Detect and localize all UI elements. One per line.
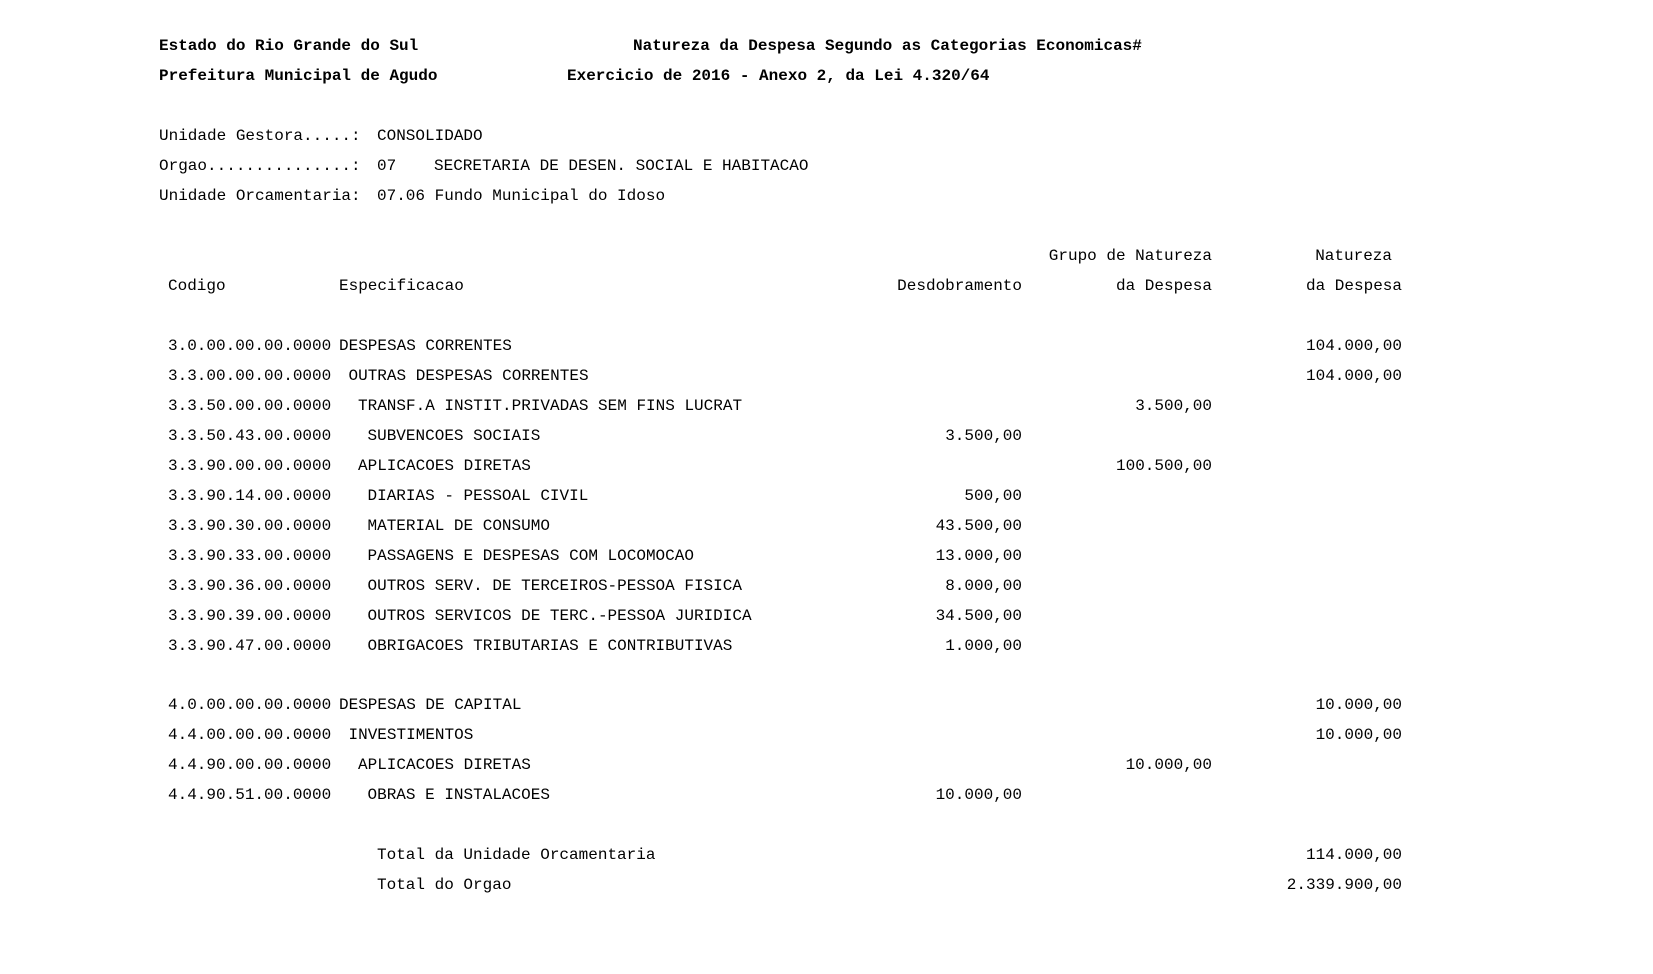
total-label: Total da Unidade Orcamentaria	[377, 846, 656, 864]
row-desdobramento: 8.000,00	[945, 577, 1022, 595]
row-specification: APLICACOES DIRETAS	[358, 457, 531, 475]
row-desdobramento: 3.500,00	[945, 427, 1022, 445]
row-specification: OBRAS E INSTALACOES	[367, 786, 550, 804]
row-natureza: 10.000,00	[1315, 726, 1402, 744]
row-specification: DESPESAS CORRENTES	[339, 337, 512, 355]
row-natureza: 104.000,00	[1305, 337, 1402, 355]
col-header-desdobramento: Desdobramento	[897, 277, 1022, 295]
col-header-grupo-line2: da Despesa	[1115, 277, 1212, 295]
row-code: 3.3.90.14.00.0000	[168, 487, 332, 505]
row-code: 3.3.50.00.00.0000	[168, 397, 332, 415]
row-code: 4.4.90.51.00.0000	[168, 786, 332, 804]
row-desdobramento: 500,00	[964, 487, 1022, 505]
row-code: 4.4.00.00.00.0000	[168, 726, 332, 744]
row-specification: TRANSF.A INSTIT.PRIVADAS SEM FINS LUCRAT	[358, 397, 743, 415]
row-code: 3.3.50.43.00.0000	[168, 427, 332, 445]
row-specification: PASSAGENS E DESPESAS COM LOCOMOCAO	[367, 547, 694, 565]
report-title: Natureza da Despesa Segundo as Categorias Economicas#	[633, 37, 1142, 55]
col-header-grupo-line1: Grupo de Natureza	[1048, 247, 1212, 265]
row-code: 3.3.90.47.00.0000	[168, 637, 332, 655]
row-grupo-natureza: 10.000,00	[1125, 756, 1212, 774]
row-specification: SUBVENCOES SOCIAIS	[367, 427, 541, 445]
row-specification: OBRIGACOES TRIBUTARIAS E CONTRIBUTIVAS	[367, 637, 733, 655]
total-value: 114.000,00	[1305, 846, 1402, 864]
unidade-gestora-value: CONSOLIDADO	[377, 127, 483, 145]
row-specification: OUTRAS DESPESAS CORRENTES	[348, 367, 589, 385]
row-code: 3.0.00.00.00.0000	[168, 337, 332, 355]
row-grupo-natureza: 100.500,00	[1115, 457, 1212, 475]
unidade-orcamentaria-label: Unidade Orcamentaria:	[159, 187, 361, 205]
row-code: 3.3.90.36.00.0000	[168, 577, 332, 595]
row-desdobramento: 10.000,00	[935, 786, 1022, 804]
row-specification: OUTROS SERVICOS DE TERC.-PESSOA JURIDICA	[367, 607, 752, 625]
row-code: 4.0.00.00.00.0000	[168, 696, 332, 714]
row-code: 3.3.90.33.00.0000	[168, 547, 332, 565]
row-specification: OUTROS SERV. DE TERCEIROS-PESSOA FISICA	[367, 577, 742, 595]
row-specification: DESPESAS DE CAPITAL	[339, 696, 522, 714]
row-natureza: 104.000,00	[1305, 367, 1402, 385]
col-header-codigo: Codigo	[168, 277, 226, 295]
row-code: 3.3.90.39.00.0000	[168, 607, 332, 625]
orgao-label: Orgao...............:	[159, 157, 361, 175]
row-desdobramento: 13.000,00	[935, 547, 1022, 565]
col-header-especificacao: Especificacao	[339, 277, 464, 295]
row-specification: INVESTIMENTOS	[348, 726, 474, 744]
row-code: 3.3.00.00.00.0000	[168, 367, 332, 385]
row-natureza: 10.000,00	[1315, 696, 1402, 714]
total-label: Total do Orgao	[377, 876, 512, 894]
row-desdobramento: 43.500,00	[935, 517, 1022, 535]
total-value: 2.339.900,00	[1286, 876, 1402, 894]
row-specification: MATERIAL DE CONSUMO	[367, 517, 550, 535]
unidade-gestora-label: Unidade Gestora.....:	[159, 127, 361, 145]
row-desdobramento: 34.500,00	[935, 607, 1022, 625]
report-subtitle: Exercicio de 2016 - Anexo 2, da Lei 4.320/64	[567, 67, 990, 85]
row-code: 3.3.90.00.00.0000	[168, 457, 332, 475]
row-code: 4.4.90.00.00.0000	[168, 756, 332, 774]
row-desdobramento: 1.000,00	[945, 637, 1022, 655]
orgao-code: 07	[377, 157, 397, 175]
col-header-natureza-line1: Natureza	[1315, 247, 1392, 265]
orgao-name: SECRETARIA DE DESEN. SOCIAL E HABITACAO	[434, 157, 809, 175]
unidade-orcamentaria-value: 07.06 Fundo Municipal do Idoso	[377, 187, 666, 205]
row-specification: DIARIAS - PESSOAL CIVIL	[367, 487, 589, 505]
col-header-natureza-line2: da Despesa	[1305, 277, 1402, 295]
row-code: 3.3.90.30.00.0000	[168, 517, 332, 535]
municipality-name: Prefeitura Municipal de Agudo	[159, 67, 438, 85]
row-grupo-natureza: 3.500,00	[1135, 397, 1212, 415]
row-specification: APLICACOES DIRETAS	[358, 756, 531, 774]
state-name: Estado do Rio Grande do Sul	[159, 37, 419, 55]
